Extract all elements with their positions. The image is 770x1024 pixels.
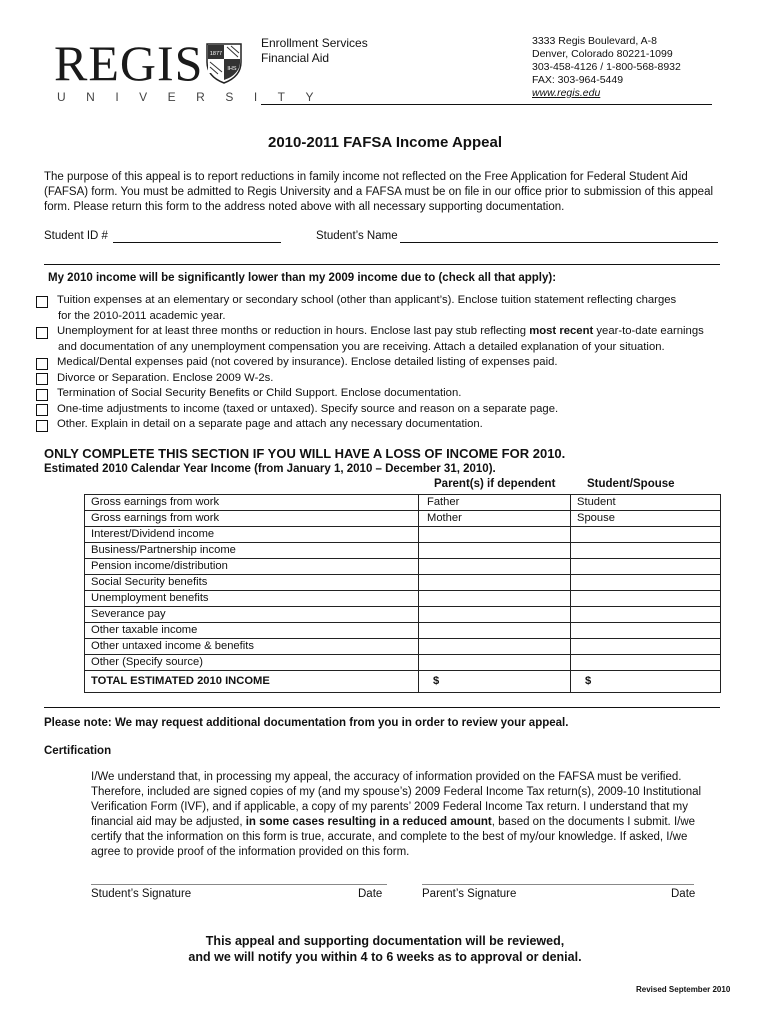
student-amount-field[interactable] xyxy=(571,543,721,559)
student-signature-field[interactable] xyxy=(91,884,387,885)
cert-line-4-c: , based on the documents I submit. I/we xyxy=(491,816,696,828)
total-label: TOTAL ESTIMATED 2010 INCOME xyxy=(85,671,419,693)
cert-line-4 xyxy=(91,815,695,830)
parent-amount-field[interactable]: Mother xyxy=(419,511,571,527)
total-row xyxy=(85,671,721,693)
income-row xyxy=(85,655,721,671)
checkbox-tuition[interactable] xyxy=(36,296,48,308)
dept-line-1: Enrollment Services xyxy=(261,36,368,50)
option-unemployment-text-c: year-to-date earnings xyxy=(593,325,704,337)
total-parent-currency: $ xyxy=(433,675,440,687)
income-row-label: Gross earnings from work xyxy=(85,495,419,511)
parent-amount-field[interactable] xyxy=(419,559,571,575)
intro-line-2: (FAFSA) form. You must be admitted to Regis University and a FAFSA must be on file in our office prior to submission of this appeal xyxy=(44,186,714,198)
income-row-label: Other untaxed income & benefits xyxy=(85,639,419,655)
checkbox-unemployment[interactable] xyxy=(36,327,48,339)
phone: 303-458-4126 / 1-800-568-8932 xyxy=(532,61,681,73)
income-row xyxy=(85,639,721,655)
intro-line-3: form. Please return this form to the address noted above with all necessary supporting documentation. xyxy=(44,201,565,213)
student-amount-field[interactable] xyxy=(571,607,721,623)
header-rule xyxy=(261,104,712,105)
income-row xyxy=(85,559,721,575)
cert-line-4-a: financial aid may be adjusted, xyxy=(91,816,246,828)
cert-line-2: Therefore, included are signed copies of my (and my spouse’s) 2009 Federal Income Tax return(s), 2009-10 Institutional xyxy=(91,786,702,798)
income-row-label: Social Security benefits xyxy=(85,575,419,591)
income-row xyxy=(85,623,721,639)
cert-line-3: Verification Form (IVF), and if applicable, a copy of my parents’ 2009 Federal Income Tax return. I understand that my xyxy=(91,801,689,813)
student-id-field[interactable] xyxy=(113,242,281,243)
crest-year: 1877 xyxy=(209,51,223,57)
option-tuition-line-2: for the 2010-2011 academic year. xyxy=(58,310,226,322)
income-row-label: Other taxable income xyxy=(85,623,419,639)
parent-date-label: Date xyxy=(671,888,696,900)
student-name-field[interactable] xyxy=(400,242,718,243)
parent-amount-field[interactable]: Father xyxy=(419,495,571,511)
reasons-heading: My 2010 income will be significantly lower than my 2009 income due to (check all that apply): xyxy=(48,272,557,284)
parent-amount-field[interactable] xyxy=(419,639,571,655)
income-row-label: Other (Specify source) xyxy=(85,655,419,671)
student-amount-field[interactable] xyxy=(571,527,721,543)
checkbox-other[interactable] xyxy=(36,420,48,432)
total-parent-field[interactable] xyxy=(419,671,571,693)
closing-line-2: and we will notify you within 4 to 6 weeks as to approval or denial. xyxy=(188,950,582,964)
student-amount-field[interactable]: Spouse xyxy=(571,511,721,527)
parent-amount-field[interactable] xyxy=(419,623,571,639)
income-row xyxy=(85,575,721,591)
address-line-1: 3333 Regis Boulevard, A-8 xyxy=(532,35,657,47)
income-row-label: Severance pay xyxy=(85,607,419,623)
fax: FAX: 303-964-5449 xyxy=(532,74,624,86)
logo-wordmark: REGIS xyxy=(54,35,204,91)
student-amount-field[interactable] xyxy=(571,591,721,607)
option-termination: Termination of Social Security Benefits or Child Support. Enclose documentation. xyxy=(57,387,462,399)
page-title: 2010-2011 FAFSA Income Appeal xyxy=(268,134,502,151)
student-amount-field[interactable]: Student xyxy=(571,495,721,511)
income-row xyxy=(85,511,721,527)
student-amount-field[interactable] xyxy=(571,575,721,591)
option-medical: Medical/Dental expenses paid (not covered by insurance). Enclose detailed listing of expenses paid. xyxy=(57,356,558,368)
checkbox-divorce[interactable] xyxy=(36,373,48,385)
student-id-label: Student ID # xyxy=(44,230,108,242)
option-unemployment-text-a: Unemployment for at least three months or reduction in hours. Enclose last pay stub reflecting xyxy=(57,325,530,337)
income-row-label: Business/Partnership income xyxy=(85,543,419,559)
closing-line-1: This appeal and supporting documentation will be reviewed, xyxy=(205,934,565,948)
income-row xyxy=(85,607,721,623)
cert-line-5: certify that the information on this form is true, accurate, and complete to the best of my/our knowledge. If asked, I/we xyxy=(91,831,688,843)
parent-amount-field[interactable] xyxy=(419,655,571,671)
student-amount-field[interactable] xyxy=(571,623,721,639)
intro-line-1: The purpose of this appeal is to report reductions in family income not reflected on the Free Application for Federal Student Aid xyxy=(44,171,688,183)
website-link[interactable]: www.regis.edu xyxy=(532,87,601,99)
address-line-2: Denver, Colorado 80221-1099 xyxy=(532,48,673,60)
income-row-label: Interest/Dividend income xyxy=(85,527,419,543)
loss-subheading: Estimated 2010 Calendar Year Income (from January 1, 2010 – December 31, 2010). xyxy=(44,463,496,475)
cert-line-4-emphasis: in some cases resulting in a reduced amount xyxy=(245,816,492,828)
option-unemployment-line-2: and documentation of any unemployment compensation you are receiving. Attach a detailed explanation of your situation. xyxy=(58,341,665,353)
student-date-label: Date xyxy=(358,888,383,900)
checkbox-one-time[interactable] xyxy=(36,404,48,416)
section-rule-2 xyxy=(44,707,720,708)
parent-signature-label: Parent’s Signature xyxy=(422,888,517,900)
parent-amount-field[interactable] xyxy=(419,607,571,623)
cert-line-6: agree to provide proof of the information provided on this form. xyxy=(91,846,410,858)
student-amount-field[interactable] xyxy=(571,559,721,575)
parent-signature-field[interactable] xyxy=(422,884,694,885)
section-rule-1 xyxy=(44,264,720,265)
logo-university: UNIVERSITY xyxy=(57,90,335,104)
income-table xyxy=(84,494,721,693)
income-row xyxy=(85,495,721,511)
crest-ihs: IHS xyxy=(227,66,237,72)
column-header-student: Student/Spouse xyxy=(587,478,675,490)
student-signature-label: Student’s Signature xyxy=(91,888,192,900)
parent-amount-field[interactable] xyxy=(419,591,571,607)
option-tuition-line-1: Tuition expenses at an elementary or secondary school (other than applicant’s). Enclose tuition statement reflecting charges xyxy=(57,294,677,306)
option-divorce: Divorce or Separation. Enclose 2009 W-2s. xyxy=(57,372,274,384)
option-one-time: One-time adjustments to income (taxed or untaxed). Specify source and reason on a separate page. xyxy=(57,403,559,415)
income-row-label: Pension income/distribution xyxy=(85,559,419,575)
option-other: Other. Explain in detail on a separate page and attach any necessary documentation. xyxy=(57,418,483,430)
total-student-field[interactable] xyxy=(571,671,721,693)
income-row-label: Gross earnings from work xyxy=(85,511,419,527)
parent-amount-field[interactable] xyxy=(419,543,571,559)
income-row xyxy=(85,591,721,607)
column-header-parents: Parent(s) if dependent xyxy=(434,478,556,490)
total-student-currency: $ xyxy=(585,675,592,687)
income-row xyxy=(85,543,721,559)
checkbox-termination[interactable] xyxy=(36,389,48,401)
checkbox-medical[interactable] xyxy=(36,358,48,370)
parent-amount-field[interactable] xyxy=(419,575,571,591)
option-unemployment-emphasis: most recent xyxy=(529,325,594,337)
documentation-note: Please note: We may request additional documentation from you in order to review your appeal. xyxy=(44,717,569,729)
certification-heading: Certification xyxy=(44,745,112,757)
loss-heading: ONLY COMPLETE THIS SECTION IF YOU WILL HAVE A LOSS OF INCOME FOR 2010. xyxy=(44,446,566,461)
revised-date: Revised September 2010 xyxy=(636,985,731,994)
logo-crest-icon xyxy=(205,42,243,84)
student-amount-field[interactable] xyxy=(571,655,721,671)
dept-line-2: Financial Aid xyxy=(261,51,330,65)
student-name-label: Student’s Name xyxy=(316,230,398,242)
income-row xyxy=(85,527,721,543)
income-row-label: Unemployment benefits xyxy=(85,591,419,607)
option-unemployment-line-1 xyxy=(57,324,704,340)
cert-line-1: I/We understand that, in processing my appeal, the accuracy of information provided on the FAFSA must be verified. xyxy=(91,771,682,783)
student-amount-field[interactable] xyxy=(571,639,721,655)
parent-amount-field[interactable] xyxy=(419,527,571,543)
